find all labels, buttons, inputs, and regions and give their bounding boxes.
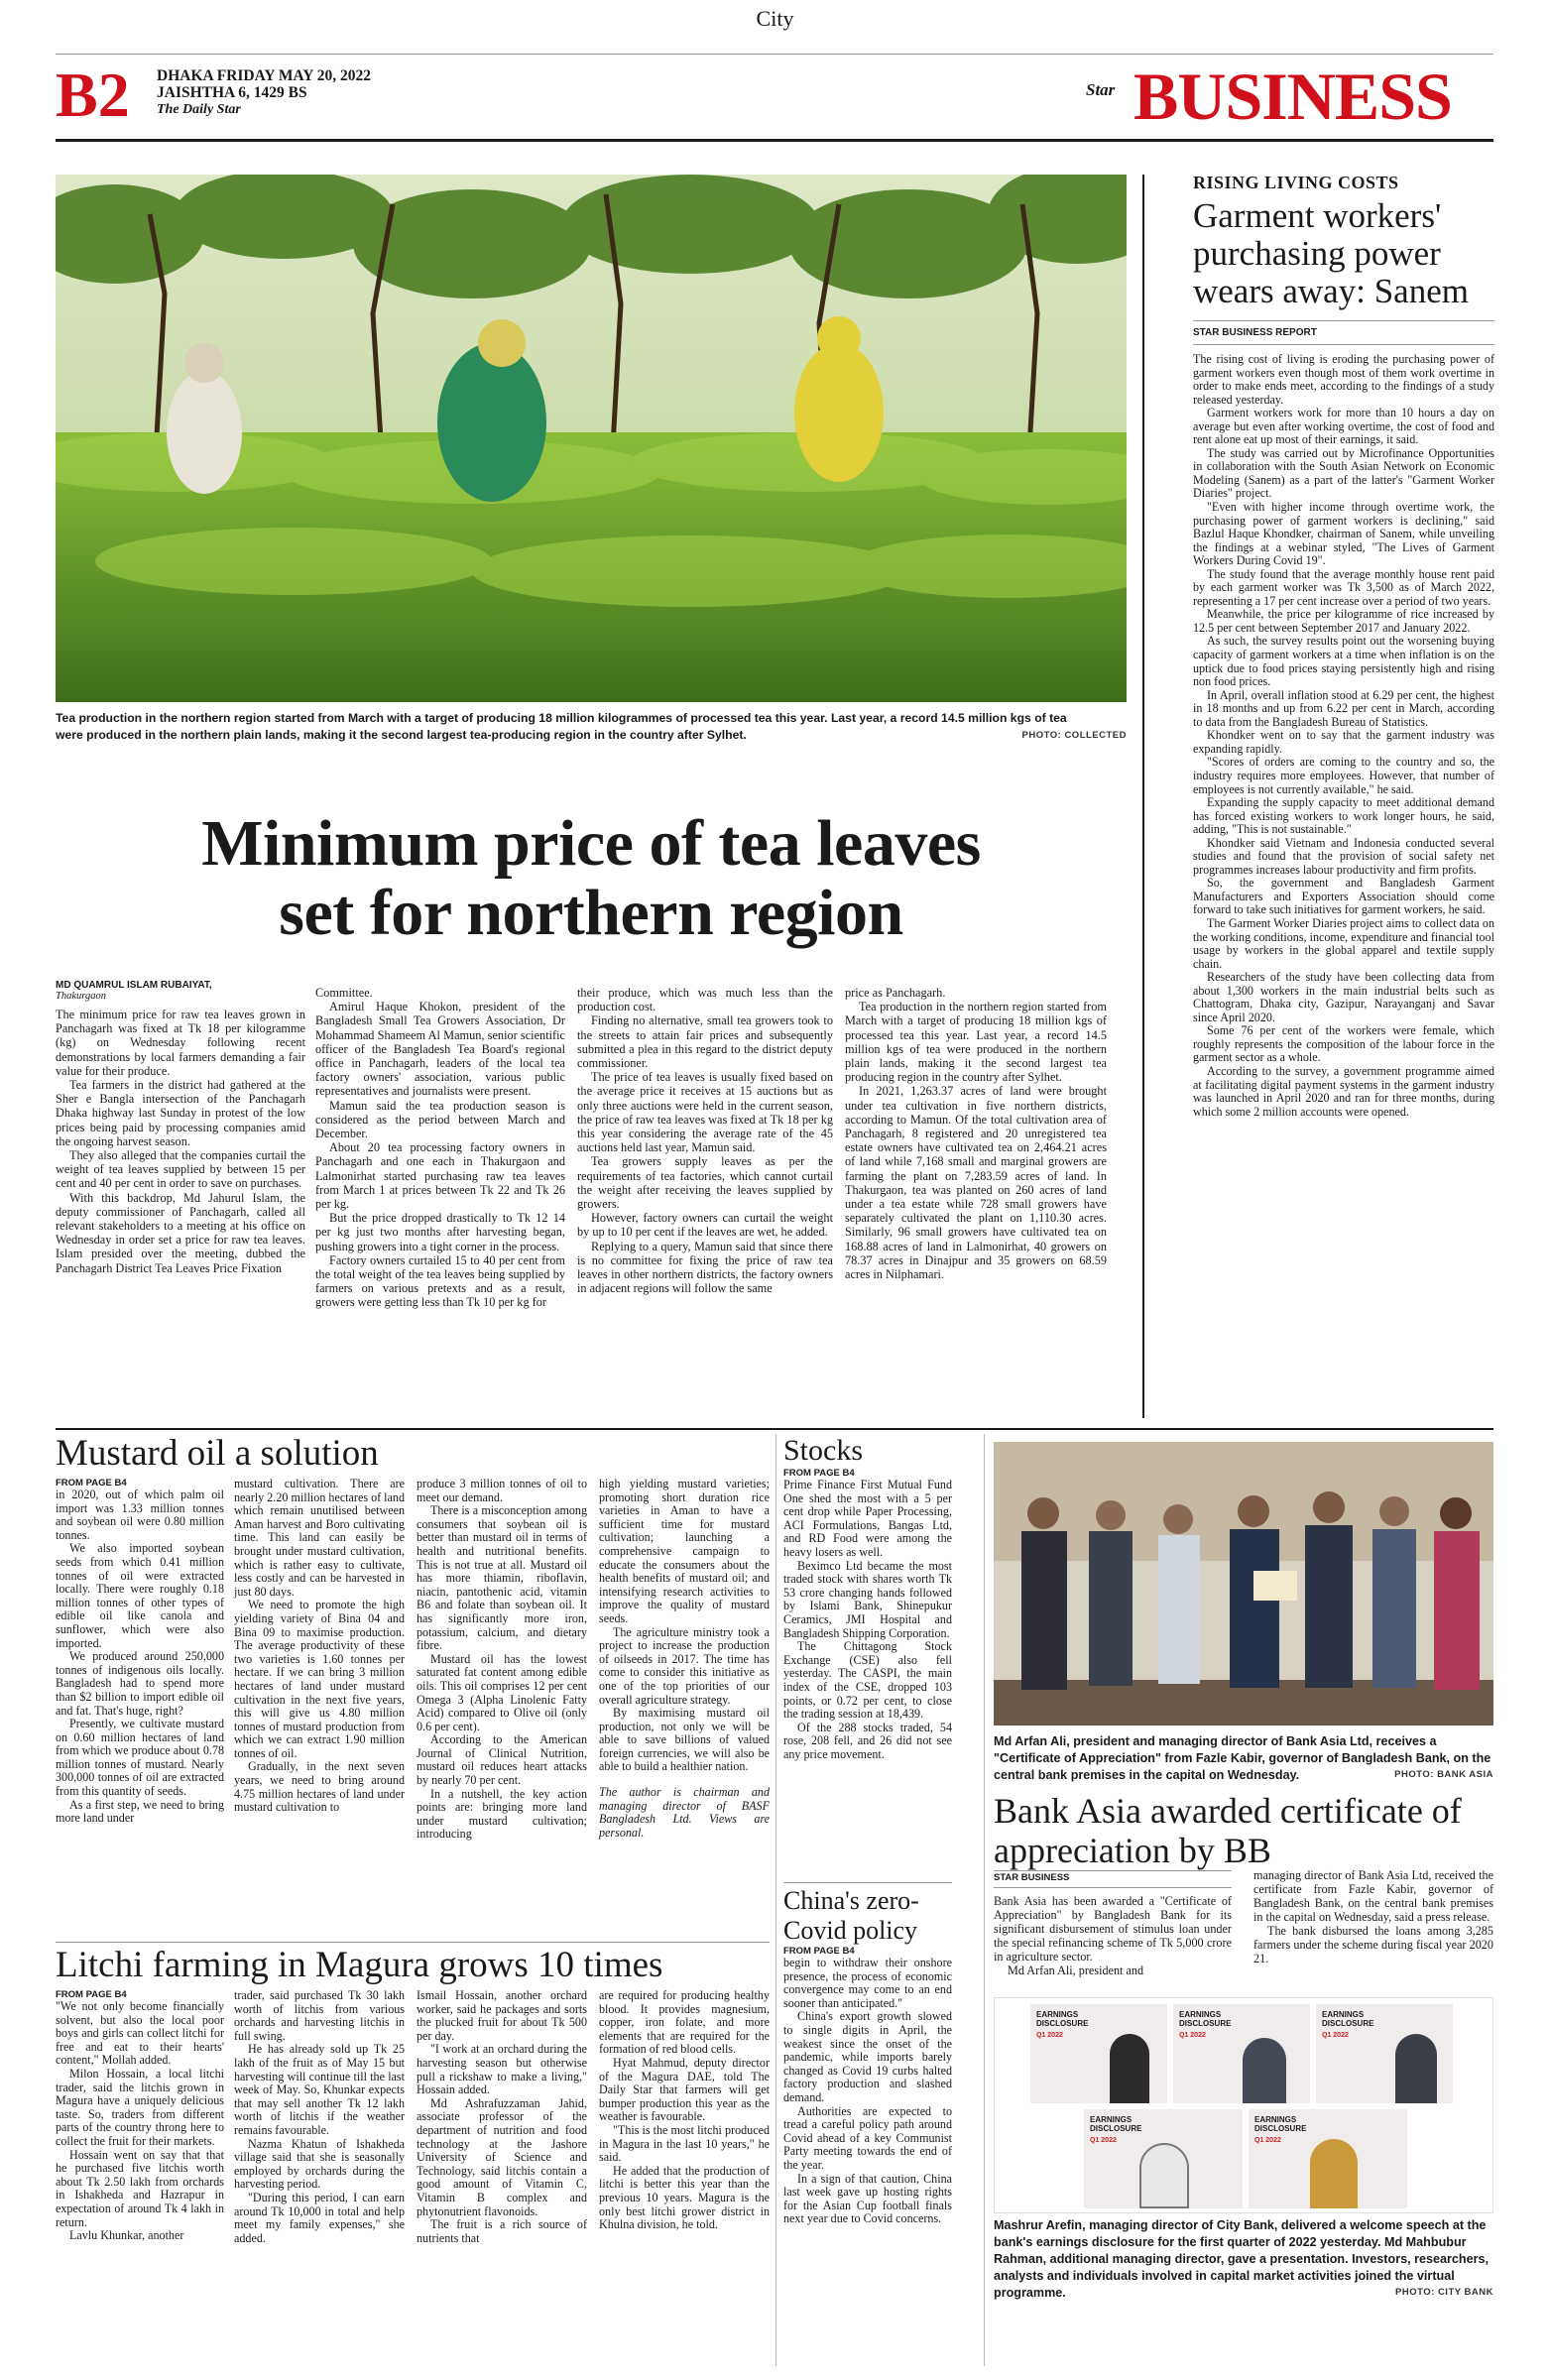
china-body	[783, 1957, 952, 2226]
paragraph: There is a misconception among consumers that soybean oil is better than mustard oil in terms of health and nutritional benefits. This is not true at all. Mustard oil has more thiamin, riboflavin, niacin, pantothenic acid, vitamin B6 and folate than soybean oil. It has significantly more iron, potassium, calcium, and dietary fibre.	[417, 1503, 587, 1653]
paragraph: Mamun said the tea production season is considered as the period between March and December.	[315, 1098, 565, 1141]
paragraph: We need to promote the high yielding variety of Bina 04 and Bina 09 to maximise production. The average productivity of these two varieties is 1.60 tonnes per hectare. If we can bring 3 million hectares of land under mustard cultivation in the next five years, this will give us 4.80 million tonnes of mustard production from which we can extract 1.90 million tonnes of oil.	[234, 1598, 405, 1760]
speaker-figure	[1139, 2143, 1189, 2208]
paragraph: Gradually, in the next seven years, we need to bring around 4.75 million hectares of land under mustard cultivation to	[234, 1759, 405, 1815]
paragraph: Prime Finance First Mutual Fund One shed the most with a 5 per cent drop while Paper Processing, ACI Formulations, Bangas Ltd, and RD Food were among the heavy losers as well.	[783, 1478, 952, 1559]
mustard-col-3	[417, 1478, 587, 1842]
bank-asia-col-2	[1253, 1868, 1493, 1965]
date-line-2: JAISHTHA 6, 1429 BS	[157, 84, 307, 101]
paragraph: The price of tea leaves is usually fixed based on the average price it receives at 15 auctions but as only three auctions were held in the current season, the price of raw tea leaves was fixed at Tk 18 per kg this year considering the average rate of the 45 auctions held last year, Mamun said.	[577, 1070, 833, 1155]
tile-label: EARNINGS DISCLOSURE	[1179, 2010, 1232, 2028]
paragraph: Tea farmers in the district had gathered at the Sher e Bangla intersection of the Panchagarh Dhaka highway last Sunday in protest of the low prices being paid by processing companies amid the ongoing harvest season.	[56, 1078, 305, 1148]
paragraph: Committee.	[315, 986, 373, 1000]
paragraph: The Garment Worker Diaries project aims to collect data on the working conditions, income, expenditure and financial tool usage by workers in the global apparel and textile supply chain.	[1193, 915, 1494, 971]
webinar-tile	[1084, 2109, 1243, 2208]
paragraph: Finding no alternative, small tea growers took to the streets to attain fair prices and subsequently submitted a plea in this regard to the district deputy commissioner.	[577, 1013, 833, 1071]
paragraph: Meanwhile, the price per kilogramme of rice increased by 12.5 per cent between September 2017 and January 2022.	[1193, 607, 1494, 635]
bank-asia-rule	[994, 1870, 1232, 1871]
tile-sub: Q1 2022	[1036, 2032, 1063, 2039]
mustard-from-page: FROM PAGE B4	[56, 1478, 127, 1488]
bank-asia-caption-text: Md Arfan Ali, president and managing director of Bank Asia Ltd, receives a "Certificate of Appreciation" from Fazle Kabir, governor of Bangladesh Bank, on the central bank premises in the capital on Wednesday.	[994, 1734, 1491, 1782]
paragraph: Lavlu Khunkar, another	[69, 2228, 184, 2243]
paragraph: Presently, we cultivate mustard on 0.60 million hectares of land from which we produce about 0.78 million tonnes of mustard. Nearly 300,000 tonnes of oil are extracted from this quantity of seeds.	[56, 1717, 224, 1799]
paragraph: Md Arfan Ali, president and	[1008, 1964, 1144, 1977]
paragraph: By maximising mustard oil production, not only we will be able to save billions of valued foreign currencies, we will also be able to build a healthier nation.	[599, 1706, 770, 1774]
tea-garden-photo	[56, 175, 1127, 702]
paragraph: price as Panchagarh.	[845, 986, 946, 1000]
mustard-headline	[56, 1434, 379, 1474]
speaker-figure	[1243, 2038, 1286, 2103]
bank-asia-col-1-text	[994, 1894, 1232, 1977]
paragraph: Beximco Ltd became the most traded stock with shares worth Tk 53 crore changing hands followed by Islami Bank, Shinepukur Ceramics, JMI Hospital and Bangladesh Shipping Corporation.	[783, 1558, 952, 1640]
paragraph: The agriculture ministry took a project to increase the production of oilseeds in 2017. The time has come to consider this initiative as one of the top priorities of our overall agriculture strategy.	[599, 1624, 770, 1707]
paragraph: Of the 288 stocks traded, 54 rose, 208 fell, and 26 did not see any price movement.	[783, 1720, 952, 1761]
stocks-headline: Stocks	[783, 1434, 864, 1467]
brand-mark-star	[1086, 81, 1122, 98]
tea-headline	[56, 807, 1127, 949]
page-code	[56, 60, 130, 130]
mustard-author-note: The author is chairman and managing director of BASF Bangladesh Ltd. Views are personal.	[599, 1785, 770, 1840]
brand-mark-text: Star	[1086, 80, 1116, 99]
paragraph: According to the survey, a government programme aimed at facilitating digital payment systems in the garment industry was launched in April 2020 and ran for three months, during which some 2 million accounts were opened.	[1193, 1063, 1494, 1119]
paragraph: He added that the production of litchi is better this year than the previous 10 years. Magura is the only best litchi grower district in Khulna division, he told.	[599, 2163, 770, 2232]
paragraph: The Chittagong Stock Exchange (CSE) also fell yesterday. The CASPI, the main index of the CSE, dropped 103 points, or 0.72 per cent, to close the trading session at 18,439.	[783, 1639, 952, 1722]
paragraph: "We not only become financially solvent, but also the local poor boys and girls can collect litchi for free and eat to their hearts' content," Mollah added.	[56, 1999, 224, 2068]
paragraph: In a nutshell, the key action points are: bringing more land under mustard cultivation; introducing	[417, 1786, 587, 1842]
paragraph: China's export growth slowed to single digits in April, the weakest since the onset of the pandemic, while imports barely changed as Covid 19 curbs halted factory production and slashed demand.	[783, 2009, 952, 2104]
bank-asia-byline: STAR BUSINESS	[994, 1872, 1070, 1883]
paragraph: In a sign of that caution, China last week gave up hosting rights for the Asian Cup football finals next year due to Covid concerns.	[783, 2171, 952, 2226]
city-bank-photo	[994, 1997, 1493, 2213]
tea-headline-line2: set for northern region	[279, 877, 903, 949]
webinar-tile	[1249, 2109, 1407, 2208]
paragraph: The fruit is a rich source of nutrients that	[417, 2217, 587, 2245]
tea-col-3-text	[577, 986, 833, 1295]
speaker-figure	[1395, 2034, 1437, 2103]
tea-col-2-text	[315, 986, 565, 1310]
paragraph: As such, the survey results point out the worsening buying capacity of garment workers at a time when inflation is on the uptick due to food prices staying persistently high and rising non food prices.	[1193, 634, 1494, 689]
sanem-rule	[1193, 320, 1494, 321]
paragraph: So, the government and Bangladesh Garment Manufacturers and Exporters Association should come forward to take such initiatives for garment workers, he said.	[1193, 876, 1494, 917]
mustard-headline-text: Mustard oil a solution	[56, 1433, 379, 1474]
tea-col-4-text	[845, 986, 1107, 1281]
section-title	[1133, 59, 1452, 134]
paragraph: "This is the most litchi produced in Magura in the last 10 years," he said.	[599, 2122, 770, 2165]
paragraph: Tea growers supply leaves as per the requirements of tea factories, which cannot curtail the weight after receiving the leaves supplied by growers.	[577, 1154, 833, 1212]
paragraph: "Even with higher income through overtime work, the purchasing power of garment workers is declining," said Bazlul Haque Khondker, chairman of Sanem, while unveiling the findings at a webinar styled, "The Lives of Garment Workers During Covid 19".	[1193, 500, 1494, 568]
paragraph: mustard cultivation. There are nearly 2.20 million hectares of land which remain unutilised between Aman harvest and Boro cultivating time. This land can easily be brought under mustard cultivation, which is rather easy to cultivate, less costly and can be harvested in just 80 days.	[234, 1477, 405, 1599]
date-line-1: DHAKA FRIDAY MAY 20, 2022	[157, 67, 372, 84]
paragraph: The bank disbursed the loans among 3,285 farmers under the scheme during fiscal year 2020 21.	[1253, 1924, 1493, 1965]
tea-photo-credit	[992, 730, 1127, 741]
sanem-story	[1193, 173, 1494, 1119]
bank-asia-rule-2	[994, 1887, 1232, 1888]
paragraph: Bank Asia has been awarded a "Certificate of Appreciation" by Bangladesh Bank for its significant disbursement of stimulus loan under the special refinancing scheme of Tk 5,000 crore in agriculture sector.	[994, 1894, 1232, 1964]
paragraph: Ismail Hossain, another orchard worker, said he packages and sorts the plucked fruit for about Tk 500 per day.	[417, 1988, 587, 2043]
sanem-body	[1193, 353, 1494, 1119]
paragraph: Some 76 per cent of the workers were female, which roughly represents the composition of the labour force in the garment sector as a whole.	[1193, 1023, 1494, 1065]
paragraph: About 20 tea processing factory owners in Panchagarh and one each in Thakurgaon and Lalmonirhat started purchasing raw tea leaves from March 1 at prices between Tk 22 and Tk 26 per kg.	[315, 1140, 565, 1212]
right-column-rule	[1142, 175, 1144, 1418]
masthead-bottom-rule	[56, 139, 1493, 142]
webinar-tile	[1030, 2004, 1167, 2103]
litchi-col-4-text	[599, 1989, 770, 2232]
paragraph: As a first step, we need to bring more land under	[56, 1797, 224, 1826]
paragraph: managing director of Bank Asia Ltd, received the certificate from Fazle Kabir, governor of Bangladesh Bank, on the central bank premises in the capital on Wednesday, said a press release.	[1253, 1868, 1493, 1924]
tea-byline: MD QUAMRUL ISLAM RUBAIYAT,	[56, 980, 212, 991]
paragraph: Authorities are expected to tread a careful policy path around Covid ahead of a key Communist Party meeting towards the end of the year.	[783, 2103, 952, 2172]
speaker-figure	[1110, 2034, 1149, 2103]
tea-headline-line1: Minimum price of tea leaves	[201, 807, 981, 880]
paragraph: We produced around 250,000 tonnes of indigenous oils locally. Bangladesh had to spend more than $2 billion to import edible oil and fat. That's huge, right?	[56, 1649, 224, 1718]
paragraph: high yielding mustard varieties; promoting short duration rice varieties in Aman to have a sufficient time for mustard cultivation; launching a comprehensive campaign to educate the consumers about the health benefits of mustard oil; and intensifying research activities to improve the quality of mustard seeds.	[599, 1477, 770, 1625]
stocks-divider	[775, 1434, 776, 2366]
china-rule	[783, 1882, 952, 1883]
tile-label: EARNINGS DISCLOSURE	[1254, 2115, 1307, 2133]
paragraph: In 2021, 1,263.37 acres of land were brought under tea cultivation in five northern districts, according to Mamun. Of the total cultivation area of Panchagarh, 8 registered and 20 unregistered tea estate owners have cultivated tea on 2,464.21 acres of land while 7,168 small and marginal growers are farming the plant on 7,283.59 acres of land. In Thakurgaon, tea was planted on 260 acres of land under a tea estate while 728 small growers have separately cultivated the plant on 1,110.30 acres. Similarly, 96 small growers have cultivated tea on 168.88 acres of land in Lalmonirhat, 40 growers on 78.37 acres in Dinajpur and 35 growers on 68.59 acres in Nilphamari.	[845, 1084, 1107, 1282]
litchi-from-page: FROM PAGE B4	[56, 1989, 127, 2000]
paragraph: Garment workers work for more than 10 hours a day on average but even after working overtime, the cost of food and rent alone eat up most of their earnings, it said.	[1193, 406, 1494, 447]
paragraph: Factory owners curtailed 15 to 40 per cent from the total weight of the tea leaves being supplied by farmers on various pretexts and as a result, growers were getting less than Tk 10 per kg for	[315, 1252, 565, 1310]
paragraph: They also alleged that the companies curtail the weight of tea leaves supplied by between 15 per cent and 40 per cent in order to save on purchases.	[56, 1148, 305, 1191]
tea-credit-text: PHOTO: COLLECTED	[1021, 730, 1127, 741]
litchi-col-2-text	[234, 1989, 405, 2245]
litchi-col-1-text	[56, 2000, 224, 2243]
city-bank-credit-text: PHOTO: CITY BANK	[1395, 2287, 1493, 2298]
paragraph: "I work at an orchard during the harvesting season but otherwise pull a rickshaw to make a living," Hossain added.	[417, 2042, 587, 2097]
litchi-col-3	[417, 1989, 587, 2245]
paragraph: Amirul Haque Khokon, president of the Bangladesh Small Tea Growers Association, Dr Mohammad Shameem Al Mamun, senior scientific officer of the Bangladesh Tea Board's regional office in Panchagarh, leaders of the local tea factory owners' association, various public representatives and journalists were present.	[315, 1000, 565, 1099]
webinar-tile	[1316, 2004, 1453, 2103]
tea-col-1-text	[56, 1008, 305, 1275]
paragraph: The minimum price for raw tea leaves grown in Panchagarh was fixed at Tk 18 per kilogramme (kg) on Wednesday following recent demonstrations by local farmers demanding a fair value for their produce.	[56, 1008, 305, 1078]
paper-name: The Daily Star	[157, 102, 241, 117]
china-from-page: FROM PAGE B4	[783, 1946, 855, 1957]
bank-asia-headline-text: Bank Asia awarded certificate of appreciation by BB	[994, 1791, 1462, 1870]
tile-sub: Q1 2022	[1090, 2137, 1117, 2144]
paragraph: their produce, which was much less than the production cost.	[577, 986, 833, 1014]
tea-caption-text: Tea production in the northern region started from March with a target of producing 18 million kilogrammes of processed tea this year. Last year, a record 14.5 million kgs of tea were produced in the northern plain lands, making it the second largest tea-producing region in the country after Sylhet.	[56, 711, 1067, 742]
lower-section-rule	[56, 1428, 1493, 1430]
mustard-col-3-text	[417, 1478, 587, 1842]
paragraph: Khondker said Vietnam and Indonesia conducted several studies and found that the provision of social safety net programmes increases labour productivity and firm profits.	[1193, 835, 1494, 877]
tea-col-4	[845, 986, 1107, 1281]
paragraph: begin to withdraw their onshore presence, the process of economic convergence may come to an end sooner than anticipated."	[783, 1956, 952, 2010]
tile-sub: Q1 2022	[1254, 2137, 1281, 2144]
paragraph: Milon Hossain, a local litchi trader, said the litchis grown in Magura have a uniquely delicious taste. So, traders from different parts of the country throng here to collect the fruit for their markets.	[56, 2066, 224, 2148]
china-headline: China's zero-Covid policy	[783, 1886, 919, 1945]
mustard-col-1	[56, 1478, 224, 1826]
bank-asia-ceremony-illustration	[994, 1442, 1493, 1726]
bank-asia-headline	[994, 1791, 1493, 1870]
speaker-figure	[1310, 2139, 1358, 2208]
stocks-from-page: FROM PAGE B4	[783, 1468, 855, 1479]
tea-dateline: Thakurgaon	[56, 991, 106, 1002]
mustard-col-2	[234, 1478, 405, 1815]
tile-label: EARNINGS DISCLOSURE	[1090, 2115, 1142, 2133]
tea-col-1	[56, 980, 305, 1275]
city-bank-credit	[1369, 2287, 1493, 2298]
stocks-story	[783, 1434, 952, 1761]
paragraph: The rising cost of living is eroding the purchasing power of garment workers even though most of them work overtime in order to make ends meet, according to the findings of a study released yesterday.	[1193, 352, 1494, 407]
paragraph: Expanding the supply capacity to meet additional demand has forced existing workers to work longer hours, he said, adding, "This is not sustainable."	[1193, 795, 1494, 837]
paragraph: The study found that the average monthly house rent paid by each garment worker was Tk 3,500 as of March 2022, representing a 17 per cent increase over a period of two years.	[1193, 566, 1494, 608]
litchi-col-3-text	[417, 1989, 587, 2245]
bank-asia-credit-text: PHOTO: BANK ASIA	[1394, 1769, 1493, 1780]
tea-photo-caption	[56, 710, 1067, 744]
paragraph: Replying to a query, Mamun said that since there is no committee for fixing the price of raw tea leaves in other northern districts, the factory owners in adjacent regions will follow the same	[577, 1239, 833, 1296]
paragraph: are required for producing healthy blood. It provides magnesium, copper, iron folate, and more elements that are required for the formation of red blood cells.	[599, 1988, 770, 2057]
paragraph: Mustard oil has the lowest saturated fat content among edible oils. This oil comprises 12 per cent Omega 3 (Alpha Linolenic Fatty Acid) compared to Olive oil (only 0.6 per cent).	[417, 1651, 587, 1733]
paragraph: Tea production in the northern region started from March with a target of producing 18 million kgs of processed tea this year. Last year, a record 14.5 million kgs of tea were produced in the northern plain lands, making it the second largest tea producing region in the country after Sylhet.	[845, 1000, 1107, 1085]
tile-label: EARNINGS DISCLOSURE	[1322, 2010, 1374, 2028]
bank-asia-col-1	[994, 1872, 1232, 1977]
paragraph: We also imported soybean seeds from which 0.41 million tonnes of oil were extracted locally. There were roughly 0.18 million tonnes of other types of edible oil like canola and sunflower, which were also imported.	[56, 1541, 224, 1650]
paragraph: But the price dropped drastically to Tk 12 14 per kg just two months after harvesting began, pushing growers into a tight corner in the process.	[315, 1211, 565, 1253]
paragraph: He has already sold up Tk 25 lakh of the fruit as of May 15 but harvesting will continue till the last week of May. So, Khunkar expects that may sell another Tk 12 lakh worth of litchis if the weather remains favourable.	[234, 2042, 405, 2137]
paragraph: trader, said purchased Tk 30 lakh worth of litchis from various orchards and harvesting litchis in full swing.	[234, 1988, 405, 2043]
paragraph: Researchers of the study have been collecting data from about 1,300 workers in the main industrial belts such as Chattogram, Dhaka city, Gazipur, Narayanganj and Savar since April 2020.	[1193, 970, 1494, 1024]
bank-divider	[984, 1434, 985, 2366]
bank-asia-col-2-text	[1253, 1868, 1493, 1965]
mustard-col-2-text	[234, 1478, 405, 1815]
mustard-col-1-text	[56, 1488, 224, 1826]
sanem-byline: STAR BUSINESS REPORT	[1193, 327, 1317, 338]
sanem-headline: Garment workers' purchasing power wears away: Sanem	[1193, 196, 1469, 310]
paragraph: Hyat Mahmud, deputy director of the Magura DAE, told The Daily Star that farmers will get bumper production this year as the weather is favourable.	[599, 2055, 770, 2124]
webinar-tile	[1173, 2004, 1310, 2103]
mustard-col-4	[599, 1478, 770, 1840]
tea-garden-illustration	[56, 175, 1127, 702]
mustard-col-4-text	[599, 1478, 770, 1774]
masthead-top-rule	[56, 54, 1493, 55]
paragraph: Hossain went on say that that he purchased five litchis worth about Tk 2.50 lakh from orchards in Ishakheda and Hazrapur in expectation of around Tk 4 lakh in return.	[56, 2147, 224, 2229]
stocks-body	[783, 1479, 952, 1761]
section-top-text: City	[756, 6, 794, 31]
paragraph: Md Ashrafuzzaman Jahid, associate professor of the department of nutrition and food technology at the Jashore University of Science and Technology, said litchis contain a good amount of Vitamin C, Vitamin B complex and phytonutrient flavonoids.	[417, 2095, 587, 2218]
section-top-label	[0, 6, 1550, 32]
litchi-col-4	[599, 1989, 770, 2232]
china-story	[783, 1886, 952, 2226]
page-code-text: B2	[56, 60, 130, 130]
tile-sub: Q1 2022	[1179, 2032, 1206, 2039]
bank-asia-credit	[1369, 1769, 1493, 1780]
litchi-col-1	[56, 1989, 224, 2243]
sanem-kicker: RISING LIVING COSTS	[1193, 173, 1399, 192]
paragraph: However, factory owners can curtail the weight by up to 10 per cent if the leaves are wet, he added.	[577, 1211, 833, 1240]
paragraph: In April, overall inflation stood at 6.29 per cent, the highest in 18 months and up from 6.22 per cent in March, according to data from the Bangladesh Bureau of Statistics.	[1193, 687, 1494, 729]
tea-col-3	[577, 986, 833, 1295]
litchi-headline	[56, 1946, 775, 1985]
city-bank-caption-text: Mashrur Arefin, managing director of City Bank, delivered a welcome speech at the bank's earnings disclosure for the first quarter of 2022 yesterday. Md Mahbubur Rahman, additional managing director, gave a presentation. Investors, researchers, analysts and individuals involved in capital market activities joined the virtual programme.	[994, 2218, 1490, 2300]
paragraph: According to the American Journal of Clinical Nutrition, mustard oil reduces heart attacks by nearly 70 per cent.	[417, 1732, 587, 1788]
section-title-text: BUSINESS	[1133, 59, 1452, 134]
litchi-rule	[56, 1942, 770, 1943]
paragraph: The study was carried out by Microfinance Opportunities in collaboration with the South Asian Network on Economic Modeling (Sanem) as a part of the latter's "Garment Worker Diaries" project.	[1193, 445, 1494, 501]
paragraph: With this backdrop, Md Jahurul Islam, the deputy commissioner of Panchagarh, called all relevant stakeholders to a meeting at his office on Wednesday in order set a price for raw tea leaves. Islam presided over the meeting, dubbed the Panchagarh District Tea Leaves Price Fixation	[56, 1190, 305, 1275]
paragraph: Nazma Khatun of Ishakheda village said that she is seasonally employed by orchards during the harvesting period.	[234, 2136, 405, 2192]
paragraph: in 2020, out of which palm oil import was 1.33 million tonnes and soybean oil were 0.80 million tonnes.	[56, 1488, 224, 1542]
paragraph: "Scores of orders are coming to the country and so, the industry requires more employees. However, that number of employees is not currently available," he said.	[1193, 755, 1494, 796]
paragraph: produce 3 million tonnes of oil to meet our demand.	[417, 1477, 587, 1504]
date-block	[157, 67, 371, 118]
bank-asia-photo	[994, 1442, 1493, 1726]
litchi-headline-text: Litchi farming in Magura grows 10 times	[56, 1945, 663, 1985]
tile-sub: Q1 2022	[1322, 2032, 1349, 2039]
tea-col-2	[315, 986, 565, 1310]
tile-label: EARNINGS DISCLOSURE	[1036, 2010, 1089, 2028]
sanem-rule-2	[1193, 344, 1494, 345]
litchi-col-2	[234, 1989, 405, 2245]
paragraph: "During this period, I can earn around Tk 10,000 in total and help meet my family expenses," she added.	[234, 2190, 405, 2245]
paragraph: Khondker went on to say that the garment industry was expanding rapidly.	[1193, 728, 1494, 756]
